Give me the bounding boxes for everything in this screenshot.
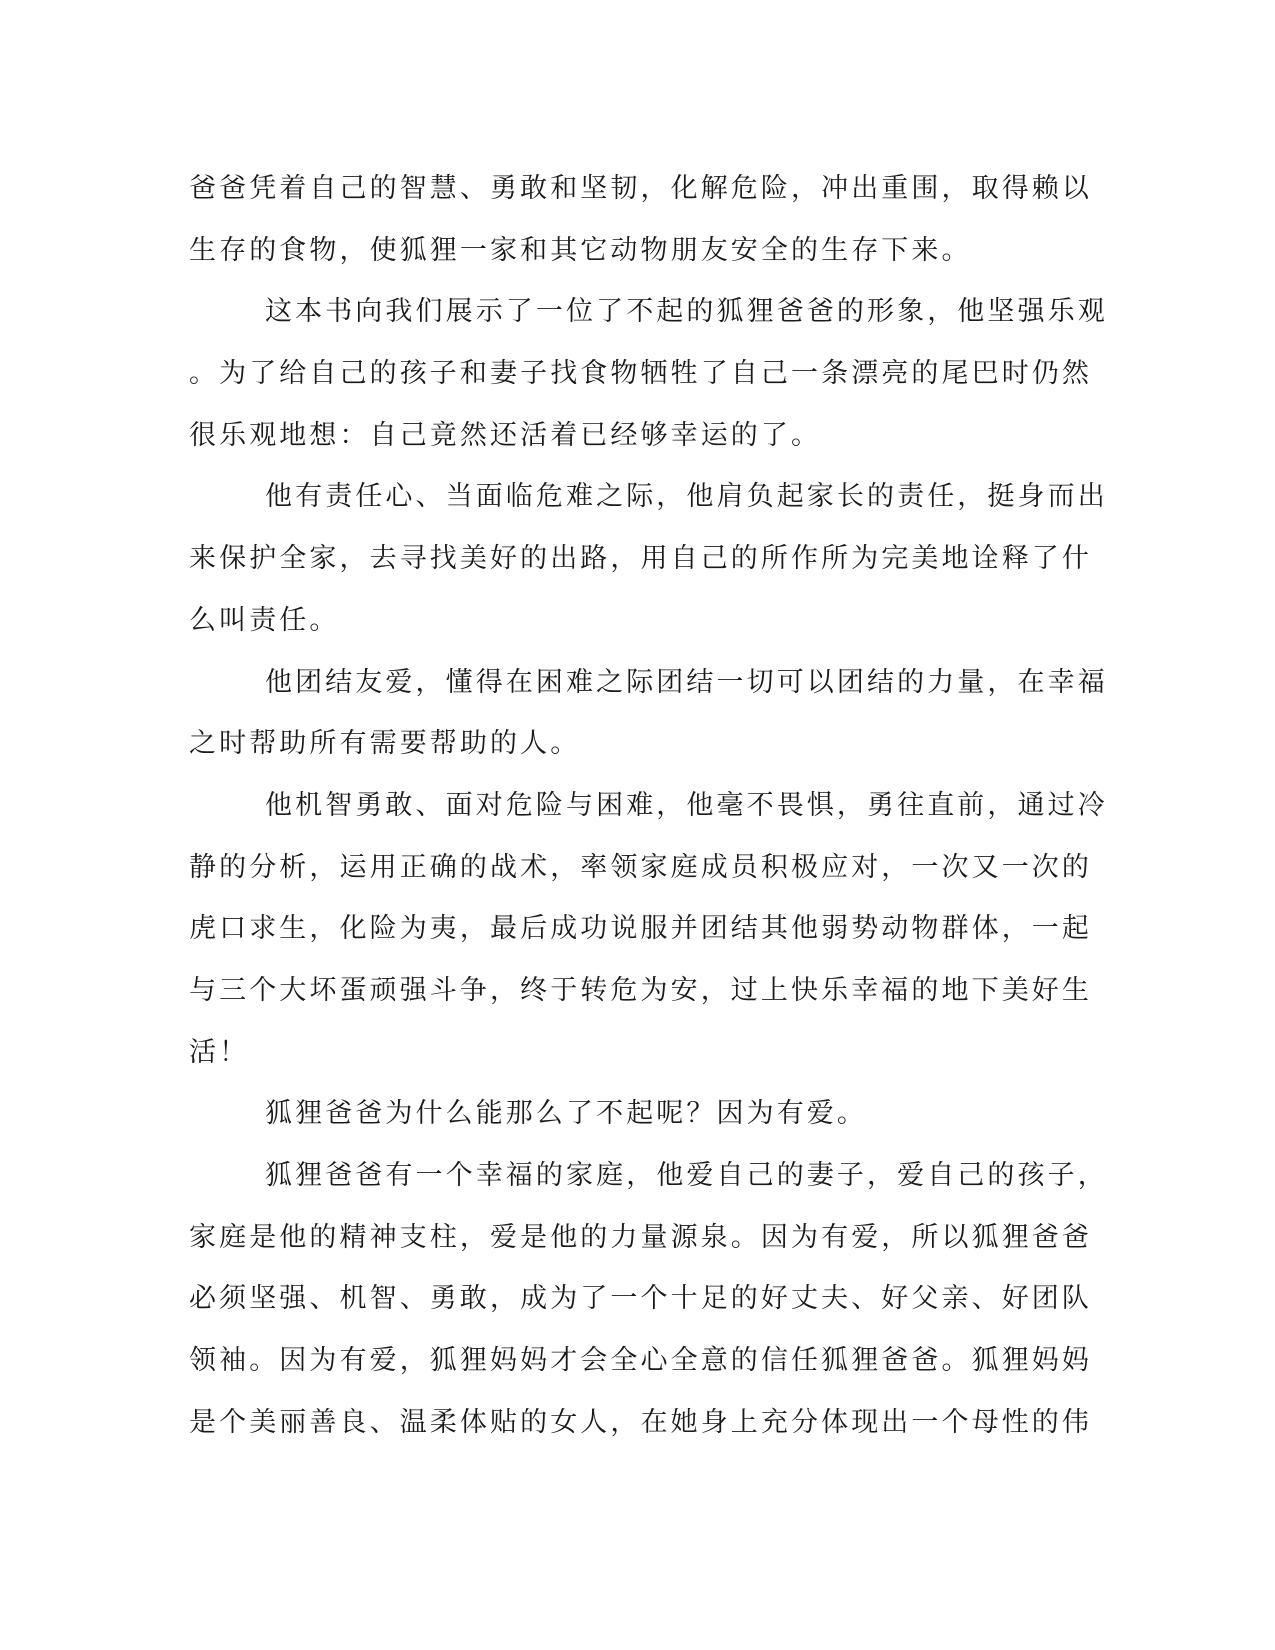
text-line-12: 静的分析，运用正确的战术，率领家庭成员积极应对，一次又一次的: [189, 851, 1092, 883]
text-line-20: 领袖。因为有爱，狐狸妈妈才会全心全意的信任狐狸爸爸。狐狸妈妈: [189, 1345, 1092, 1377]
text-line-14: 与三个大坏蛋顽强斗争，终于转危为安，过上快乐幸福的地下美好生: [189, 974, 1092, 1006]
text-line-17: 狐狸爸爸有一个幸福的家庭，他爱自己的妻子，爱自己的孩子，: [265, 1160, 1108, 1191]
text-line-2: 生存的食物，使狐狸一家和其它动物朋友安全的生存下来。: [189, 234, 972, 266]
text-line-1: 爸爸凭着自己的智慧、勇敢和坚韧，化解危险，冲出重围，取得赖以: [189, 173, 1092, 204]
document-body: [189, 158, 1108, 1453]
text-line-4: 。为了给自己的孩子和妻子找食物牺牲了自己一条漂亮的尾巴时仍然: [189, 358, 1092, 390]
text-line-3: 这本书向我们展示了一位了不起的狐狸爸爸的形象，他坚强乐观: [265, 296, 1108, 328]
text-line-5: 很乐观地想：自己竟然还活着已经够幸运的了。: [189, 419, 822, 451]
text-line-10: 之时帮助所有需要帮助的人。: [189, 728, 581, 760]
text-line-9: 他团结友爱，懂得在困难之际团结一切可以团结的力量，在幸福: [265, 666, 1108, 698]
text-line-13: 虎口求生，化险为夷，最后成功说服并团结其他弱势动物群体，一起: [189, 913, 1092, 945]
text-line-11: 他机智勇敢、面对危险与困难，他毫不畏惧，勇往直前，通过冷: [265, 789, 1108, 821]
text-line-8: 么叫责任。: [189, 604, 340, 636]
text-line-18: 家庭是他的精神支柱，爱是他的力量源泉。因为有爱，所以狐狸爸爸: [189, 1221, 1092, 1253]
text-line-7: 来保护全家，去寻找美好的出路，用自己的所作所为完美地诠释了什: [189, 543, 1092, 575]
text-line-16: 狐狸爸爸为什么能那么了不起呢？因为有爱。: [265, 1098, 867, 1130]
text-line-19: 必须坚强、机智、勇敢，成为了一个十足的好丈夫、好父亲、好团队: [189, 1283, 1092, 1315]
text-line-21: 是个美丽善良、温柔体贴的女人，在她身上充分体现出一个母性的伟: [189, 1406, 1092, 1438]
text-line-6: 他有责任心、当面临危难之际，他肩负起家长的责任，挺身而出: [265, 481, 1108, 513]
text-line-15: 活！: [189, 1036, 250, 1068]
